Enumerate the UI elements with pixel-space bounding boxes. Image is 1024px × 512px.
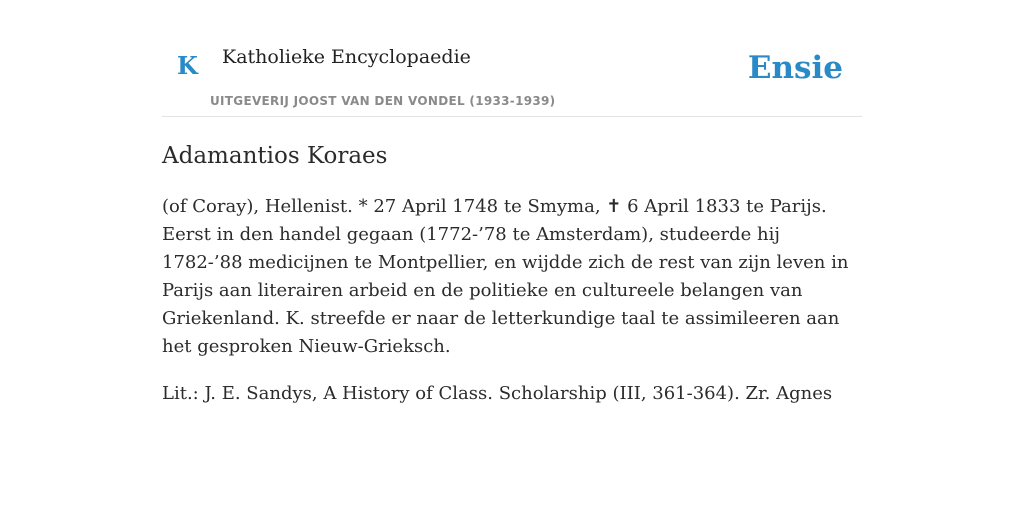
brand-logo-link[interactable]: Ensie: [747, 50, 843, 86]
site-header: [162, 0, 862, 117]
publisher-subtitle: UITGEVERIJ JOOST VAN DEN VONDEL (1933-1939): [210, 94, 556, 108]
article: [162, 141, 862, 408]
article-literature: Lit.: J. E. Sandys, A History of Class. Scholarship (III, 361-364). Zr. Agnes: [162, 383, 833, 404]
article-title: Adamantios Koraes: [162, 143, 388, 169]
page-container: [162, 0, 862, 408]
site-logo[interactable]: K: [177, 51, 198, 80]
site-title[interactable]: Katholieke Encyclopaedie: [222, 46, 471, 68]
article-body: (of Coray), Hellenist. * 27 April 1748 te Smyma, ✝ 6 April 1833 te Parijs. Eerst in den handel gegaan (1772-’78 te Amsterdam), studeerde hij 1782-’88 medicijnen te Montpellier, en wijdde zich de rest van zijn leven in Parijs aan literairen arbeid en de politieke en cultureele belangen van Griekenland. K. streefde er naar de letterkundige taal te assimileeren aan het gesproken Nieuw-Grieksch.: [162, 196, 849, 357]
